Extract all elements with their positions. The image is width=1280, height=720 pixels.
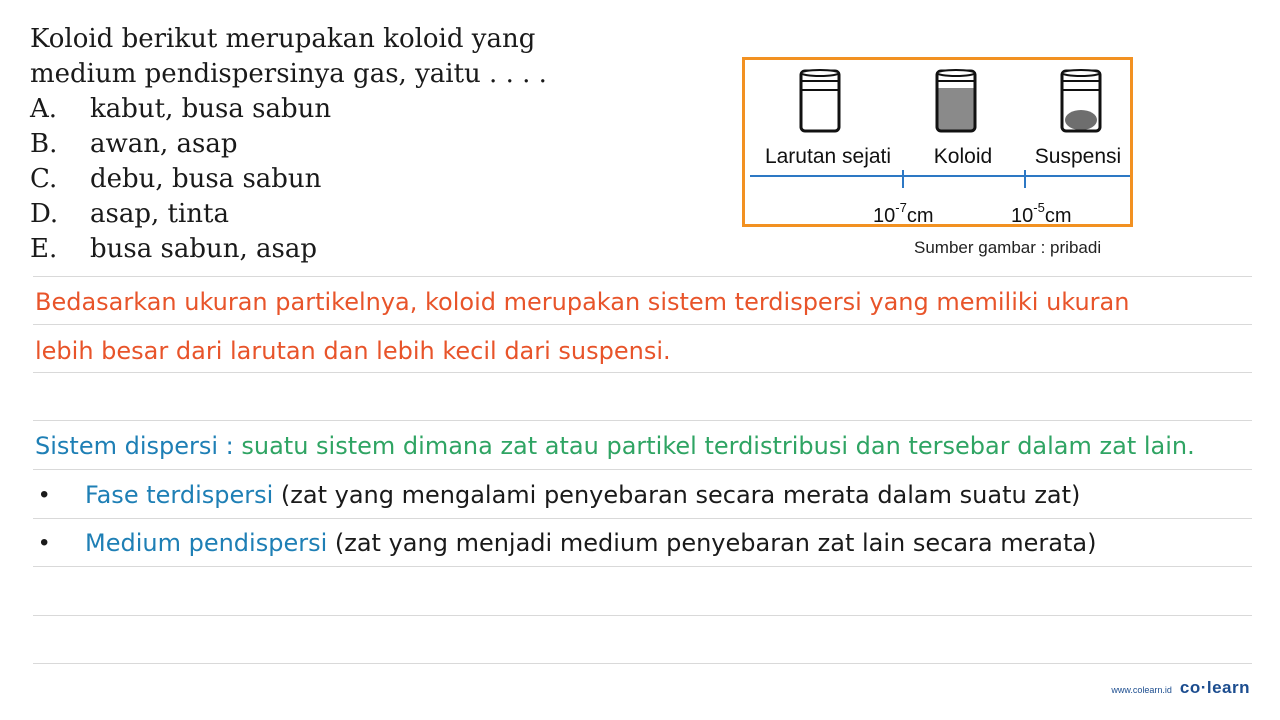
bullet-medium-pendispersi	[85, 529, 1096, 557]
label-suspensi: Suspensi	[1034, 145, 1122, 168]
brand-url: www.colearn.id	[1111, 685, 1172, 695]
question-stem-line-2: medium pendispersinya gas, yaitu . . . .	[30, 59, 547, 89]
label-larutan-sejati: Larutan sejati	[764, 145, 892, 168]
beaker-colloid-icon	[937, 70, 975, 131]
ruled-line	[33, 566, 1252, 567]
option-b	[30, 127, 547, 162]
scale-2-unit: cm	[1044, 205, 1072, 224]
ruled-line	[33, 615, 1252, 616]
explanation-line-2: lebih besar dari larutan dan lebih kecil dari suspensi.	[35, 337, 671, 365]
scale-1-unit: cm	[906, 205, 934, 224]
option-text: asap, tinta	[90, 199, 229, 229]
beaker-suspension-icon	[1062, 70, 1100, 131]
option-letter: A.	[30, 94, 58, 124]
option-text: kabut, busa sabun	[90, 94, 332, 124]
option-letter: B.	[30, 129, 58, 159]
bullet-description: (zat yang menjadi medium penyebaran zat lain secara merata)	[327, 529, 1097, 557]
bullet-term: Medium pendispersi	[85, 529, 328, 557]
figure-diagram	[745, 60, 1130, 224]
label-koloid: Koloid	[933, 145, 993, 168]
scale-value-2	[1011, 200, 1071, 224]
option-text: debu, busa sabun	[90, 164, 322, 194]
scale-1-base: 10	[873, 205, 896, 224]
ruled-line	[33, 372, 1252, 373]
definition-line	[35, 432, 1195, 460]
ruled-line	[33, 324, 1252, 325]
scale-1-exponent: -7	[895, 200, 907, 215]
bullet-dot: •	[40, 529, 49, 556]
option-d	[30, 197, 547, 232]
option-letter: E.	[30, 234, 58, 264]
scale-2-base: 10	[1011, 205, 1034, 224]
option-letter: C.	[30, 164, 58, 194]
particle-size-figure	[742, 57, 1133, 227]
question-block	[30, 22, 547, 267]
bullet-term: Fase terdispersi	[85, 481, 274, 509]
option-text: busa sabun, asap	[90, 234, 317, 264]
bullet-dot: •	[40, 481, 49, 508]
option-letter: D.	[30, 199, 59, 229]
ruled-line	[33, 663, 1252, 664]
figure-caption: Sumber gambar : pribadi	[914, 238, 1102, 257]
scale-2-exponent: -5	[1033, 200, 1045, 215]
option-e	[30, 232, 547, 267]
bullet-fase-terdispersi	[85, 481, 1080, 509]
definition-term: Sistem dispersi :	[35, 432, 234, 460]
option-a	[30, 92, 547, 127]
brand-watermark	[1111, 678, 1250, 698]
ruled-line	[33, 420, 1252, 421]
bullet-description: (zat yang mengalami penyebaran secara merata dalam suatu zat)	[273, 481, 1081, 509]
explanation-line-1: Bedasarkan ukuran partikelnya, koloid merupakan sistem terdispersi yang memiliki ukuran	[35, 288, 1130, 316]
ruled-line	[33, 276, 1252, 277]
ruled-line	[33, 518, 1252, 519]
beaker-solution-icon	[801, 70, 839, 131]
scale-value-1	[873, 200, 933, 224]
option-text: awan, asap	[90, 129, 238, 159]
ruled-line	[33, 469, 1252, 470]
definition-text: suatu sistem dimana zat atau partikel terdistribusi dan tersebar dalam zat lain.	[233, 432, 1195, 460]
option-c	[30, 162, 547, 197]
brand-logo: co·learn	[1179, 678, 1250, 697]
question-stem-line-1: Koloid berikut merupakan koloid yang	[30, 24, 536, 54]
